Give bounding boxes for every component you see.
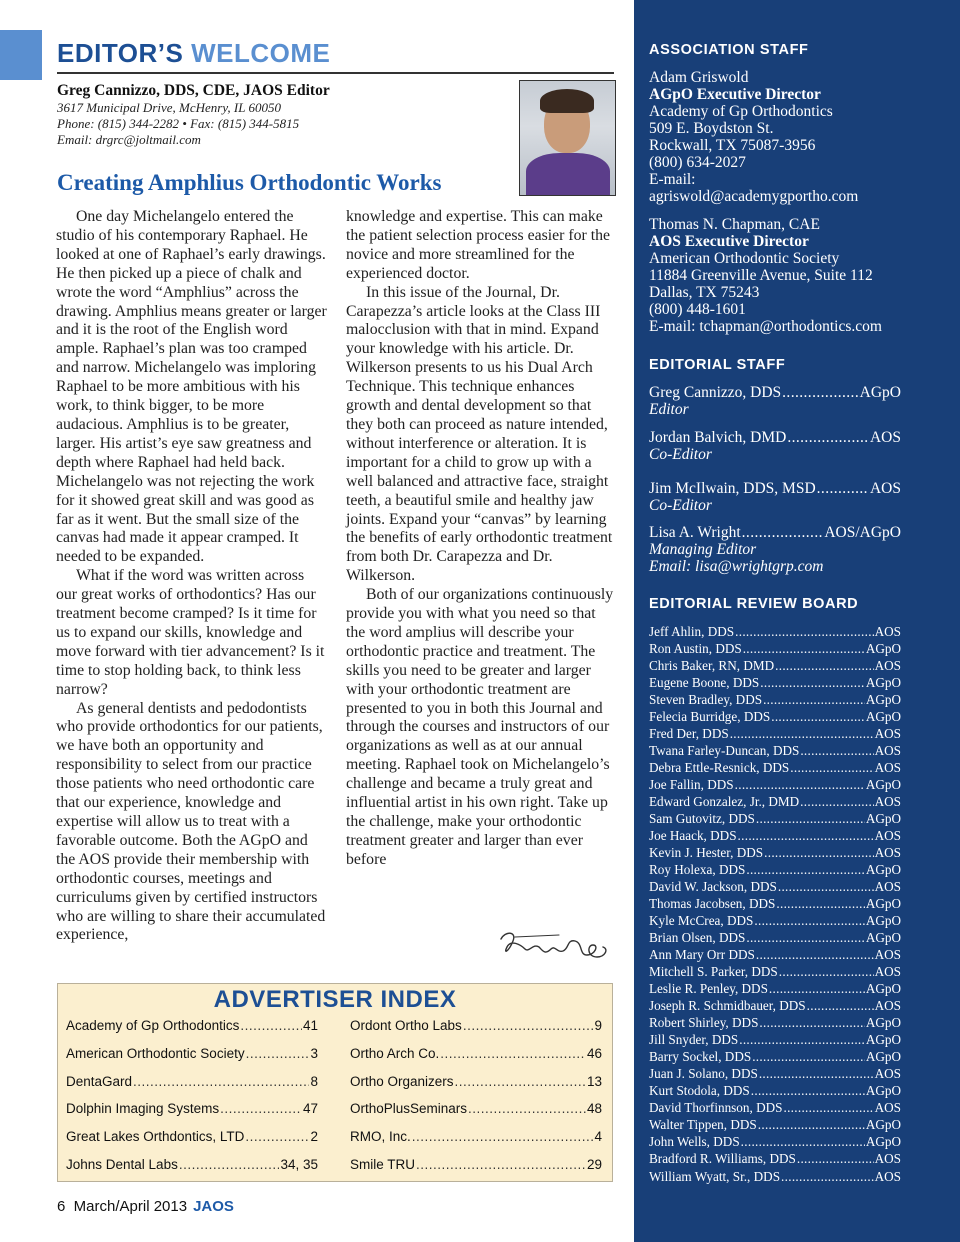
review-board-name: Steven Bradley, DDS — [649, 692, 763, 708]
staff-line: American Orthodontic Society — [649, 250, 840, 267]
review-board-org: AOS — [874, 845, 901, 861]
review-board-row — [649, 964, 901, 981]
editorial-staff-name: Jim McIlwain, DDS, MSD — [649, 480, 816, 497]
staff-line: E-mail: — [649, 171, 696, 188]
article-paragraph: As general dentists and pedodontists who provide orthodontics for our patients, we have both an opportunity and responsibility to select from our practice those patients who need orthodontic care that our experience, knowledge and expertise will allow us to treat with a favorable outcome. Both the AGpO and the AOS provide their membership with orthodontic courses, meetings and curriculums given by certified instructors who are willing to share their accumulated experience, — [56, 699, 326, 944]
footer-page-issue: 6 March/April 2013 — [57, 1198, 188, 1215]
editorial-staff-role: Co-Editor — [649, 497, 712, 514]
advertiser-row — [350, 1157, 602, 1185]
advertiser-row — [66, 1046, 318, 1074]
section-title-word-2: WELCOME — [191, 38, 331, 68]
review-board-heading: EDITORIAL REVIEW BOARD — [649, 596, 859, 612]
section-color-tab — [0, 30, 42, 80]
review-board-org: AGpO — [865, 675, 901, 691]
staff-sidebar — [634, 0, 960, 1242]
review-board-row — [649, 913, 901, 930]
review-board-name: Barry Sockel, DDS — [649, 1049, 752, 1065]
review-board-name: David Thorfinnson, DDS — [649, 1100, 783, 1116]
editorial-staff-role: Co-Editor — [649, 446, 712, 463]
advertiser-page: 47 — [302, 1101, 318, 1117]
review-board-row — [649, 1100, 901, 1117]
editorial-staff-name: Jordan Balvich, DMD — [649, 429, 787, 446]
staff-line: 509 E. Boydston St. — [649, 120, 774, 137]
staff-member-chapman — [649, 216, 882, 335]
review-board-name: William Wyatt, Sr., DDS — [649, 1168, 781, 1184]
review-board-name: Juan J. Solano, DDS — [649, 1066, 758, 1082]
review-board-row — [649, 658, 901, 675]
review-board-org: AGpO — [865, 1032, 901, 1048]
advertiser-name: Ortho Arch Co. — [350, 1045, 440, 1061]
advertiser-name: RMO, Inc. — [350, 1129, 411, 1145]
review-board-row — [649, 828, 901, 845]
review-board-name: Felecia Burridge, DDS — [649, 709, 771, 725]
editorial-staff-name: Greg Cannizzo, DDS — [649, 384, 782, 401]
editor-email: Email: drgrc@joltmail.com — [57, 132, 201, 147]
staff-line: Rockwall, TX 75087-3956 — [649, 137, 816, 154]
review-board-name: Thomas Jacobsen, DDS — [649, 896, 776, 912]
staff-email-link[interactable]: agriswold@academygportho.com — [649, 188, 859, 205]
review-board-row — [649, 624, 901, 641]
review-board-org: AGpO — [865, 913, 901, 929]
review-board-name: Chris Baker, RN, DMD — [649, 658, 775, 674]
review-board-row — [649, 896, 901, 913]
advertiser-row — [350, 1018, 602, 1046]
review-board-row — [649, 760, 901, 777]
editorial-staff-org: AGpO — [859, 384, 901, 401]
review-board-org: AGpO — [865, 709, 901, 725]
advertiser-name: Academy of Gp Orthodontics — [66, 1018, 240, 1033]
review-board-name: Twana Farley-Duncan, DDS — [649, 743, 800, 759]
editorial-staff-name: Lisa A. Wright — [649, 524, 741, 541]
review-board-name: Ann Mary Orr DDS — [649, 947, 755, 963]
review-board-row — [649, 1083, 901, 1100]
review-board-org: AGpO — [865, 981, 901, 997]
advertiser-name: Ortho Organizers — [350, 1073, 454, 1089]
review-board-org: AGpO — [865, 1049, 901, 1065]
advertiser-name: Johns Dental Labs — [66, 1156, 178, 1172]
advertiser-page: 4 — [594, 1129, 602, 1145]
review-board-org: AGpO — [865, 811, 901, 827]
review-board-org: AGpO — [865, 862, 901, 878]
review-board-org: AGpO — [865, 1117, 901, 1133]
review-board-name: Mitchell S. Parker, DDS — [649, 964, 778, 980]
advertiser-page: 48 — [586, 1101, 602, 1117]
advertiser-row — [66, 1018, 318, 1046]
editorial-staff-org: AOS — [869, 429, 901, 446]
photo-shirt — [526, 153, 610, 196]
review-board-name: Ron Austin, DDS — [649, 641, 742, 657]
article-paragraph: What if the word was written across our great works of orthodontics? Has our treatment become cramped? Is it time for us to expand our skills, knowledge and move forward with tier advancement? Is it time to stop holding back, to think less narrow? — [56, 567, 325, 698]
review-board-row — [649, 1117, 901, 1134]
staff-member-griswold — [649, 69, 858, 205]
advertiser-row — [350, 1129, 602, 1157]
editor-name: Greg Cannizzo, DDS, CDE, JAOS Editor — [57, 82, 330, 99]
staff-name: Thomas N. Chapman, CAE — [649, 216, 820, 233]
advertiser-name: Great Lakes Orthdontics, LTD — [66, 1129, 245, 1145]
review-board-name: David W. Jackson, DDS — [649, 879, 777, 895]
review-board-name: Brian Olsen, DDS — [649, 930, 746, 946]
advertiser-row — [66, 1157, 318, 1185]
advertiser-name: OrthoPlusSeminars — [350, 1101, 468, 1117]
advertiser-name: DentaGard — [66, 1073, 133, 1089]
staff-title: AGpO Executive Director — [649, 86, 821, 103]
review-board-org: AGpO — [865, 1083, 901, 1099]
advertiser-column-right — [350, 1018, 602, 1185]
review-board-row — [649, 692, 901, 709]
review-board-row — [649, 1049, 901, 1066]
review-board-org: AOS — [874, 794, 901, 810]
review-board-org: AOS — [874, 1168, 901, 1184]
review-board-org: AOS — [874, 743, 901, 759]
review-board-name: Eugene Boone, DDS — [649, 675, 760, 691]
review-board-org: AOS — [874, 726, 901, 742]
advertiser-page: 8 — [310, 1073, 318, 1089]
photo-hair — [540, 89, 594, 113]
section-title-word-1: EDITOR’S — [57, 38, 184, 68]
editorial-staff-entry — [649, 524, 901, 575]
editor-contact-block — [57, 82, 330, 148]
advertiser-page: 2 — [310, 1129, 318, 1145]
review-board-row — [649, 879, 901, 896]
staff-title: AOS Executive Director — [649, 233, 809, 250]
editorial-staff-role: Managing Editor — [649, 541, 757, 558]
review-board-org: AOS — [874, 998, 901, 1014]
advertiser-index-title: ADVERTISER INDEX — [213, 986, 457, 1013]
review-board-org: AOS — [874, 828, 901, 844]
review-board-row — [649, 947, 901, 964]
association-staff-heading: ASSOCIATION STAFF — [649, 42, 809, 58]
review-board-row — [649, 998, 901, 1015]
review-board-row — [649, 1015, 901, 1032]
review-board-row — [649, 1169, 901, 1186]
advertiser-column-left — [66, 1018, 318, 1185]
review-board-row — [649, 862, 901, 879]
editorial-staff-entry — [649, 429, 901, 463]
review-board-name: Bradford R. Williams, DDS — [649, 1151, 796, 1167]
review-board-name: Joe Fallin, DDS — [649, 777, 734, 793]
review-board-name: Jeff Ahlin, DDS — [649, 624, 735, 639]
editor-phone-fax: Phone: (815) 344-2282 • Fax: (815) 344-5815 — [57, 116, 300, 131]
editorial-staff-entry — [649, 480, 901, 514]
article-column-right — [346, 208, 618, 870]
review-board-row — [649, 794, 901, 811]
review-board-org: AOS — [874, 658, 901, 674]
review-board-org: AOS — [874, 1066, 901, 1082]
advertiser-page: 34, 35 — [280, 1156, 318, 1172]
review-board-row — [649, 1134, 901, 1151]
advertiser-page: 29 — [586, 1156, 602, 1172]
advertiser-row — [350, 1101, 602, 1129]
editor-address: 3617 Municipal Drive, McHenry, IL 60050 — [57, 100, 281, 115]
review-board-org: AGpO — [865, 1015, 901, 1031]
review-board-row — [649, 709, 901, 726]
article-column-left — [56, 208, 328, 945]
editor-signature-icon — [495, 925, 615, 965]
advertiser-row — [66, 1129, 318, 1157]
review-board-name: Roy Holexa, DDS — [649, 862, 746, 878]
advertiser-row — [66, 1074, 318, 1102]
editorial-staff-heading: EDITORIAL STAFF — [649, 357, 786, 373]
review-board-row — [649, 641, 901, 658]
review-board-org: AGpO — [865, 1134, 901, 1150]
advertiser-page: 9 — [594, 1018, 602, 1033]
review-board-row — [649, 726, 901, 743]
review-board-name: Kurt Stodola, DDS — [649, 1083, 750, 1099]
editorial-staff-org: AOS/AGpO — [824, 524, 901, 541]
review-board-name: Kyle McCrea, DDS — [649, 913, 754, 929]
staff-line: (800) 634-2027 — [649, 154, 746, 171]
review-board-org: AGpO — [865, 777, 901, 793]
review-board-row — [649, 1066, 901, 1083]
review-board-name: John Wells, DDS — [649, 1134, 740, 1150]
article-paragraph: knowledge and expertise. This can make the patient selection process easier for the novice and more streamlined for the experienced doctor. — [346, 208, 611, 282]
review-board-row — [649, 1151, 901, 1168]
advertiser-name: Smile TRU — [350, 1156, 416, 1172]
advertiser-name: American Orthodontic Society — [66, 1045, 245, 1061]
review-board-org: AGpO — [865, 896, 901, 912]
review-board-name: Joseph R. Schmidbauer, DDS — [649, 998, 806, 1014]
article-title: Creating Amphlius Orthodontic Works — [57, 170, 442, 195]
footer-journal-name: JAOS — [193, 1198, 234, 1215]
review-board-name: Edward Gonzalez, Jr., DMD — [649, 794, 800, 810]
review-board-org: AGpO — [865, 641, 901, 657]
review-board-name: Fred Der, DDS — [649, 726, 729, 742]
advertiser-name: Dolphin Imaging Systems — [66, 1101, 220, 1117]
review-board-name: Leslie R. Penley, DDS — [649, 981, 768, 997]
review-board-name: Kevin J. Hester, DDS — [649, 845, 764, 861]
review-board-name: Robert Shirley, DDS — [649, 1015, 759, 1031]
review-board-row — [649, 930, 901, 947]
review-board-org: AOS — [874, 964, 901, 980]
article-paragraph: One day Michelangelo entered the studio of his contemporary Raphael. He looked at one of Raphael’s early drawings. He then picked up a piece of chalk and wrote the word “Amphlius” across the drawing. Amphlius means greater or larger and it is the root of the English word ample. Raphael’s plan was too cramped and narrow. Michelangelo was imploring Raphael to be more ambitious with his work, to think bigger, to be more audacious. Amphlius is to be greater, larger. His artist’s eye saw greatness and depth where Raphael had held back. Michelangelo was not rejecting the work for it showed great skill and was good as far as it went. But the small size of the canvas had made it appear cramped. It needed to be expanded. — [56, 208, 327, 566]
review-board-name: Joe Haack, DDS — [649, 828, 737, 844]
staff-line: 11884 Greenville Avenue, Suite 112 — [649, 267, 873, 284]
editorial-staff-email-link[interactable]: Email: lisa@wrightgrp.com — [649, 558, 824, 575]
staff-line: Academy of Gp Orthodontics — [649, 103, 833, 120]
review-board-row — [649, 811, 901, 828]
review-board-org: AGpO — [865, 692, 901, 708]
editor-portrait-photo — [519, 80, 616, 196]
header-rule — [57, 72, 614, 74]
review-board-name: Debra Ettle-Resnick, DDS — [649, 760, 790, 776]
editorial-staff-org: AOS — [869, 480, 901, 497]
editorial-staff-role: Editor — [649, 401, 689, 418]
advertiser-name: Ordont Ortho Labs — [350, 1018, 462, 1033]
staff-line: (800) 448-1601 — [649, 301, 746, 318]
section-title — [57, 38, 330, 69]
advertiser-row — [350, 1074, 602, 1102]
review-board-name: Walter Tippen, DDS — [649, 1117, 757, 1133]
staff-name: Adam Griswold — [649, 69, 749, 86]
advertiser-row — [350, 1046, 602, 1074]
review-board-org: AOS — [874, 947, 901, 963]
review-board-row — [649, 777, 901, 794]
advertiser-index-box — [57, 983, 613, 1182]
review-board-list — [649, 624, 901, 1186]
advertiser-page: 13 — [586, 1073, 602, 1089]
advertiser-page: 46 — [586, 1045, 602, 1061]
review-board-row — [649, 743, 901, 760]
staff-line: Dallas, TX 75243 — [649, 284, 760, 301]
review-board-row — [649, 675, 901, 692]
advertiser-page: 3 — [310, 1045, 318, 1061]
review-board-org: AOS — [874, 1151, 901, 1167]
review-board-name: Sam Gutovitz, DDS — [649, 811, 755, 827]
review-board-org: AGpO — [865, 930, 901, 946]
review-board-org: AOS — [874, 879, 901, 895]
page-footer — [57, 1198, 234, 1215]
staff-email-link[interactable]: E-mail: tchapman@orthodontics.com — [649, 318, 882, 335]
editorial-staff-entry — [649, 384, 901, 418]
advertiser-page: 41 — [302, 1018, 318, 1033]
review-board-row — [649, 845, 901, 862]
review-board-org: AOS — [874, 760, 901, 776]
review-board-org: AOS — [874, 624, 901, 639]
review-board-row — [649, 1032, 901, 1049]
review-board-org: AOS — [874, 1100, 901, 1116]
article-paragraph: Both of our organizations continuously provide you with what you need so that the word amplius will describe your orthodontic practice and treatment. The skills you need to be greater and larger with your orthodontic treatment are presented to you in both this Journal and through the courses and instructors of our organizations as well as at our annual meeting. Raphael took on Michelangelo’s challenge and became a truly great and influential artist in his own right. Take up the challenge, make your orthodontic treatment greater and larger than ever before — [346, 586, 614, 868]
article-paragraph: In this issue of the Journal, Dr. Carapezza’s article looks at the Class III malocclusion with that in mind. Expand your knowledge with his article. Dr. Wilkerson presents to us his Dual Arch Technique. This technique enhances growth and dental development so that they both can proceed as nature intended, without interference or alteration. It is important for a child to grow up with a well balanced and attractive face, straight teeth, a beautiful smile and healthy jaw joints. Expand your “canvas” by learning the benefits of early orthodontic treatment from both Dr. Carapezza and Dr. Wilkerson. — [346, 283, 613, 585]
advertiser-row — [66, 1101, 318, 1129]
review-board-name: Jill Snyder, DDS — [649, 1032, 739, 1048]
review-board-row — [649, 981, 901, 998]
